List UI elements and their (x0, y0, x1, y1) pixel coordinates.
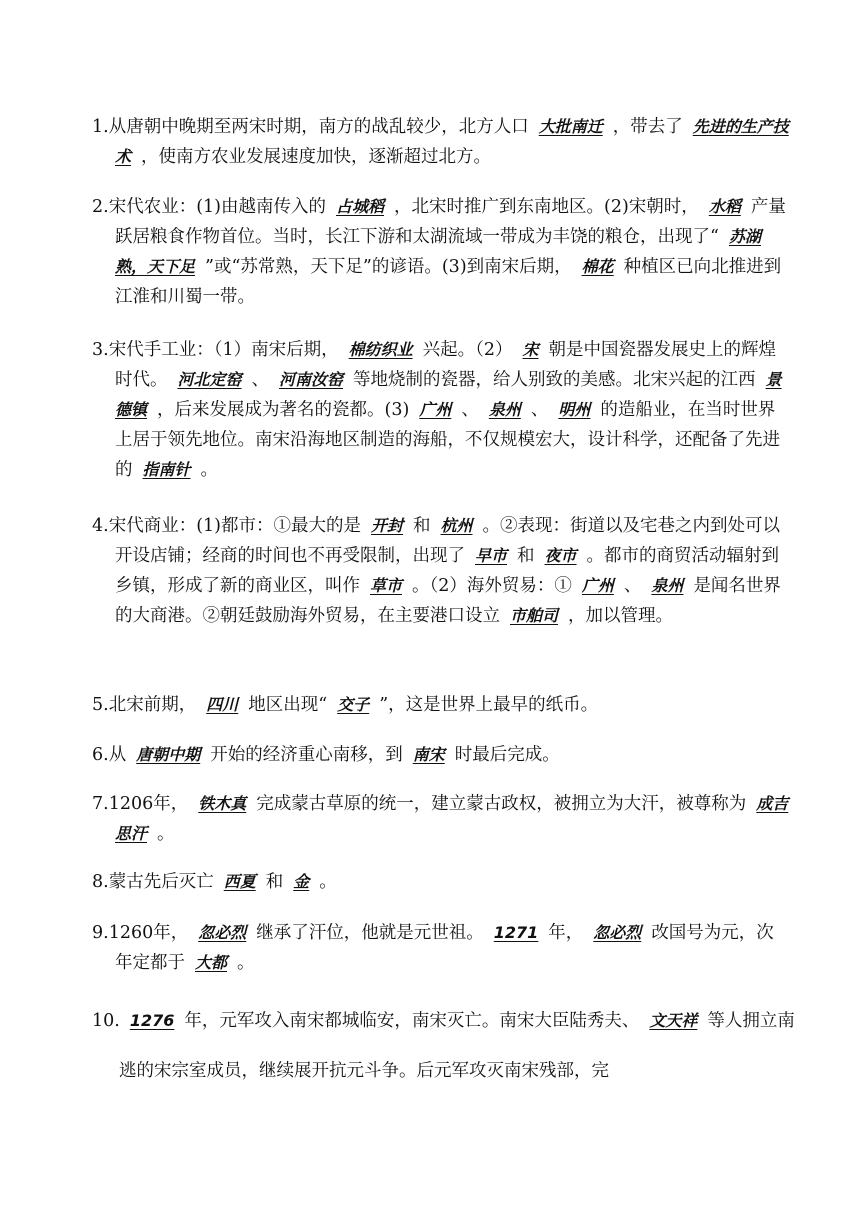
answer-blank: 广州 (419, 400, 452, 419)
item-9 (92, 918, 791, 978)
answer-blank: 先进的生产技术 (115, 117, 789, 166)
item-text: 和 (413, 516, 431, 536)
answer-blank: 河北定窑 (177, 370, 242, 389)
item-text: 宋代农业：(1)由越南传入的 (108, 197, 326, 217)
item-number: 5. (92, 695, 109, 715)
item-text: 朝是中国瓷器发展史上的辉煌时代。 (115, 340, 777, 390)
answer-blank: 棉花 (581, 257, 614, 276)
answer-blank: 铁木真 (198, 794, 247, 813)
item-10 (92, 996, 795, 1096)
item-text: 、 (461, 400, 479, 420)
item-text: 继承了汗位，他就是元世祖。 (256, 923, 484, 943)
answer-blank: 占城稻 (336, 197, 385, 216)
item-text: 地区出现“ (248, 695, 328, 715)
answer-blank: 河南汝窑 (279, 370, 344, 389)
item-text: ，带去了 (612, 117, 683, 137)
item-7 (92, 789, 791, 849)
answer-blank: 西夏 (223, 872, 256, 891)
item-2 (92, 192, 791, 312)
item-text: 。（2）海外贸易：① (412, 576, 572, 596)
item-text: 。都市的商贸活动辐射到乡镇，形成了新的商业区，叫作 (115, 546, 780, 596)
item-number: 6. (92, 745, 109, 765)
item-text: 年，元军攻入南宋都城临安，南宋灭亡。南宋大臣陆秀夫、 (184, 1011, 640, 1031)
answer-blank: 南宋 (412, 745, 445, 764)
item-text: ，使南方农业发展速度加快，逐渐超过北方。 (141, 147, 492, 167)
item-text: 是闻名世界的大商港。②朝廷鼓励海外贸易，在主要港口设立 (115, 576, 781, 626)
item-text: 等人拥立南逃的宋宗室成员，继续展开抗元斗争。后元军攻灭南宋残部，完 (119, 1011, 795, 1081)
answer-blank: 忽必烈 (198, 923, 247, 942)
answer-blank: 泉州 (651, 576, 684, 595)
item-text: ”或“苏常熟，天下足”的谚语。(3)到南宋后期， (205, 257, 572, 277)
item-6 (92, 740, 791, 770)
answer-blank: 四川 (206, 695, 239, 714)
item-text: 年， (548, 923, 584, 943)
item-text: 。 (319, 872, 337, 892)
answer-blank: 明州 (558, 400, 591, 419)
item-text: 兴起。（2） (422, 340, 513, 360)
item-number: 1. (92, 117, 109, 137)
answer-blank: 唐朝中期 (136, 745, 201, 764)
item-text: 1206年， (108, 794, 189, 814)
item-number: 2. (92, 197, 109, 217)
item-text: 宋代手工业：（1）南宋后期， (108, 340, 339, 360)
answer-blank: 1276 (129, 1011, 175, 1030)
item-text: ，北宋时推广到东南地区。(2)宋朝时， (394, 197, 699, 217)
answer-blank: 成吉思汗 (115, 794, 789, 843)
answer-blank: 广州 (581, 576, 614, 595)
item-text: 从唐朝中晚期至两宋时期，南方的战乱较少，北方人口 (108, 117, 529, 137)
answer-blank: 泉州 (488, 400, 521, 419)
item-5 (92, 690, 791, 720)
item-number: 9. (92, 923, 109, 943)
item-4 (92, 511, 791, 631)
item-text: 的造船业，在当时世界上居于领先地位。南宋沿海地区制造的海船，不仅规模宏大，设计科学，还配备了先进的 (115, 400, 780, 480)
answer-blank: 景德镇 (115, 370, 782, 419)
item-text: 等地烧制的瓷器，给人别致的美感。北宋兴起的江西 (353, 370, 756, 390)
answer-blank: 早市 (475, 546, 508, 565)
item-number: 10. (92, 1011, 120, 1031)
item-text: 完成蒙古草原的统一，建立蒙古政权，被拥立为大汗，被尊称为 (256, 794, 747, 814)
answer-blank: 交子 (337, 695, 370, 714)
item-text: 、 (623, 576, 642, 596)
item-1 (92, 112, 791, 172)
item-number: 7. (92, 794, 109, 814)
answer-blank: 棉纺织业 (348, 340, 413, 359)
answer-blank: 水稻 (708, 197, 741, 216)
answer-blank: 大批南迁 (538, 117, 603, 136)
item-text: 1260年， (108, 923, 189, 943)
item-number: 8. (92, 872, 109, 892)
item-text: 。②表现：街道以及宅巷之内到处可以开设店铺；经商的时间也不再受限制，出现了 (115, 516, 781, 566)
item-text: 产量跃居粮食作物首位。当时，长江下游和太湖流域一带成为丰饶的粮仓，出现了“ (115, 197, 786, 247)
item-text: 。 (157, 824, 175, 844)
answer-blank: 1271 (493, 923, 539, 942)
item-8 (92, 867, 791, 897)
answer-blank: 文天祥 (649, 1011, 698, 1030)
item-text: 和 (265, 872, 284, 892)
answer-blank: 宋 (522, 340, 539, 359)
item-number: 4. (92, 516, 109, 536)
answer-blank: 开封 (371, 516, 404, 535)
answer-blank: 杭州 (440, 516, 473, 535)
item-text: ，加以管理。 (568, 606, 674, 626)
item-text: 、 (251, 370, 270, 390)
item-text: 宋代商业：(1)都市：①最大的是 (108, 516, 361, 536)
item-text: 改国号为元，次年定都于 (115, 923, 774, 973)
item-text: 和 (517, 546, 535, 566)
item-text: 。 (237, 953, 255, 973)
answer-blank: 金 (293, 872, 310, 891)
item-text: 。 (200, 460, 219, 480)
item-3 (92, 335, 791, 485)
item-text: ，后来发展成为著名的瓷都。(3) (157, 400, 410, 420)
item-text: 北宋前期， (108, 695, 197, 715)
item-text: 蒙古先后灭亡 (108, 872, 214, 892)
answer-blank: 草市 (370, 576, 403, 595)
item-text: 、 (530, 400, 549, 420)
answer-blank: 苏湖熟，天下足 (115, 227, 761, 276)
item-number: 3. (92, 340, 109, 360)
item-text: 开始的经济重心南移，到 (210, 745, 403, 765)
item-text: 种植区已向北推进到江淮和川蜀一带。 (115, 257, 782, 307)
answer-blank: 忽必烈 (593, 923, 642, 942)
item-text: ”，这是世界上最早的纸币。 (379, 695, 599, 715)
item-text: 从 (108, 745, 127, 765)
answer-blank: 市舶司 (510, 606, 559, 625)
answer-blank: 指南针 (142, 460, 191, 479)
answer-blank: 夜市 (544, 546, 577, 565)
item-text: 时最后完成。 (454, 745, 560, 765)
answer-blank: 大都 (195, 953, 228, 972)
